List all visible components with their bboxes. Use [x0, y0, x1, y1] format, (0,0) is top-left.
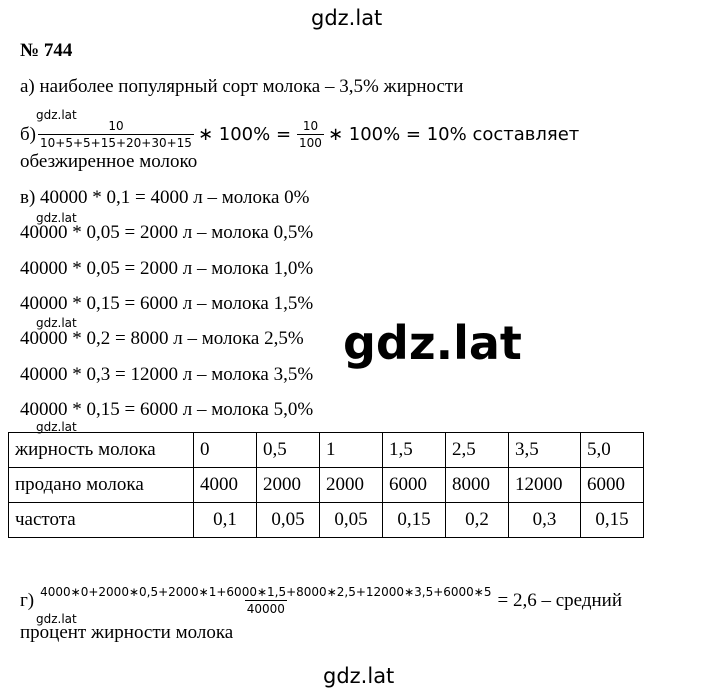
part-a-text: а) наиболее популярный сорт молока – 3,5% жирности	[20, 76, 464, 97]
part-d-line2: процент жирности молока	[20, 622, 234, 643]
part-d-end: = 2,6 – средний	[497, 589, 622, 611]
table-cell: 1	[320, 433, 383, 468]
table-cell: 6000	[581, 468, 644, 503]
part-d-line	[20, 584, 622, 617]
fraction-d-numerator: 4000∗0+2000∗0,5+2000∗1+6000∗1,5+8000∗2,5+12000∗3,5+6000∗5	[40, 585, 492, 599]
fraction-b2-denominator: 100	[299, 136, 322, 150]
part-c-line-6: 40000 * 0,3 = 12000 л – молока 3,5%	[20, 364, 314, 385]
watermark-small: gdz.lat	[36, 108, 77, 122]
watermark-big: gdz.lat	[343, 316, 522, 370]
part-b-line2: обезжиренное молоко	[20, 151, 198, 172]
table-cell: 0,15	[581, 503, 644, 538]
fraction-d-denominator: 40000	[246, 602, 285, 616]
table-cell: 0,5	[257, 433, 320, 468]
table-cell: 12000	[509, 468, 581, 503]
part-c-line-4: 40000 * 0,15 = 6000 л – молока 1,5%	[20, 293, 314, 314]
table-cell: 0,1	[194, 503, 257, 538]
fraction-b1-denominator: 10+5+5+15+20+30+15	[40, 136, 192, 150]
watermark-small: gdz.lat	[36, 211, 77, 225]
row-header: продано молока	[9, 468, 194, 503]
table-cell: 8000	[446, 468, 509, 503]
watermark-top: gdz.lat	[311, 6, 383, 30]
table-row	[9, 503, 644, 538]
table-cell: 6000	[383, 468, 446, 503]
watermark-bottom: gdz.lat	[323, 664, 395, 688]
table-cell: 0,05	[257, 503, 320, 538]
row-header: жирность молока	[9, 433, 194, 468]
part-c-line-3: 40000 * 0,05 = 2000 л – молока 1,0%	[20, 258, 314, 279]
table-cell: 5,0	[581, 433, 644, 468]
table-cell: 3,5	[509, 433, 581, 468]
part-c-line-1: в) 40000 * 0,1 = 4000 л – молока 0%	[20, 187, 310, 208]
table-cell: 0,3	[509, 503, 581, 538]
table-cell: 4000	[194, 468, 257, 503]
table-cell: 0	[194, 433, 257, 468]
table-cell: 0,05	[320, 503, 383, 538]
part-c-line-5: 40000 * 0,2 = 8000 л – молока 2,5%	[20, 328, 304, 349]
fraction-b2-numerator: 10	[302, 119, 319, 133]
part-c-line-2: 40000 * 0,05 = 2000 л – молока 0,5%	[20, 222, 314, 243]
table-cell: 2000	[320, 468, 383, 503]
problem-number: № 744	[20, 40, 73, 61]
watermark-small: gdz.lat	[36, 420, 77, 434]
watermark-small: gdz.lat	[36, 612, 77, 626]
fraction-b2	[297, 118, 324, 151]
table-cell: 2000	[257, 468, 320, 503]
part-b-line	[20, 118, 579, 151]
fraction-b1-numerator: 10	[108, 119, 124, 133]
table-cell: 2,5	[446, 433, 509, 468]
row-header: частота	[9, 503, 194, 538]
table-cell: 0,15	[383, 503, 446, 538]
watermark-small: gdz.lat	[36, 316, 77, 330]
fraction-d	[38, 584, 493, 617]
part-b-label: б)	[20, 123, 36, 145]
part-d-label: г)	[20, 589, 35, 611]
table-cell: 1,5	[383, 433, 446, 468]
table-row	[9, 433, 644, 468]
part-b-mid: ∗ 100% =	[197, 123, 292, 145]
milk-table	[8, 432, 644, 538]
fraction-b1	[38, 118, 194, 151]
part-c-line-7: 40000 * 0,15 = 6000 л – молока 5,0%	[20, 399, 314, 420]
table-cell: 0,2	[446, 503, 509, 538]
table-row	[9, 468, 644, 503]
part-b-end: ∗ 100% = 10% составляет	[327, 123, 580, 145]
